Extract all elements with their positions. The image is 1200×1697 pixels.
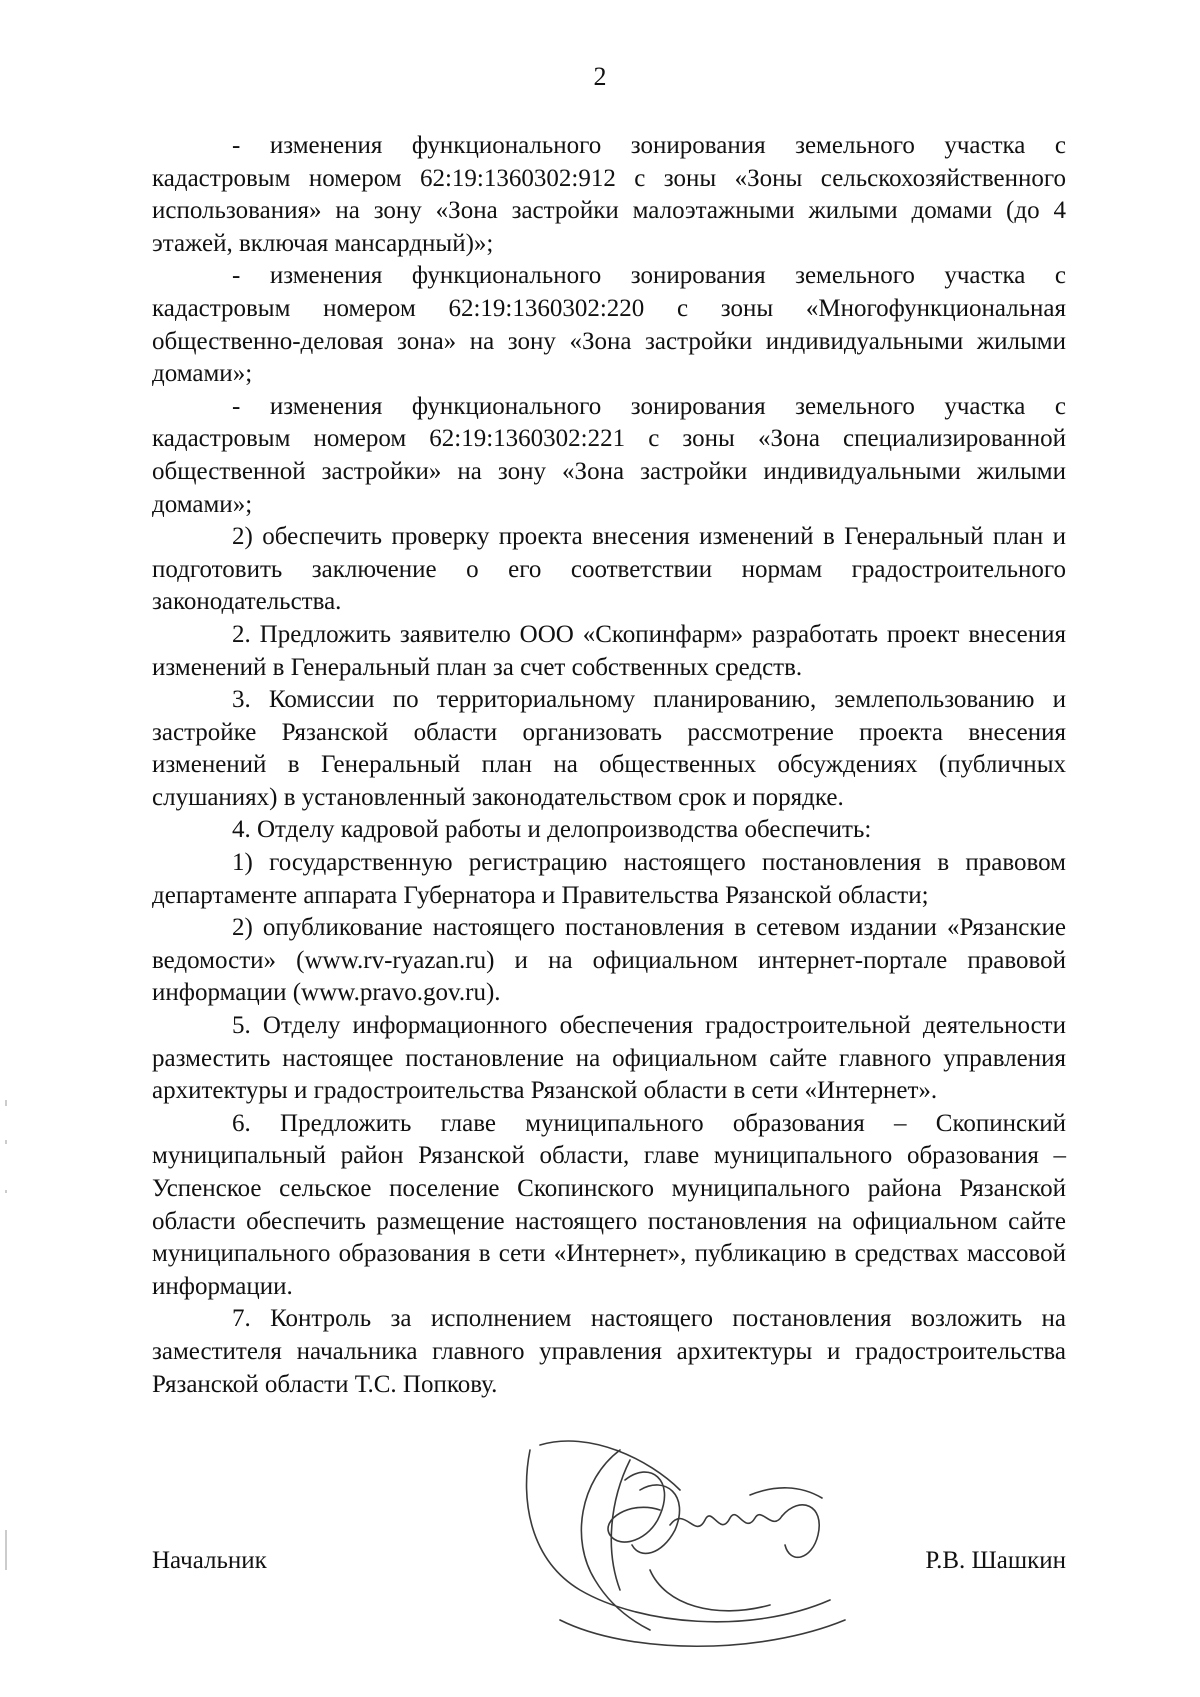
paragraph-zoning-change-221: - изменения функционального зонирования земельного участка с кадастровым номером 62:19:1360302:221 с зоны «Зона специализированной общественной застройки» на зону «Зона застройки индивидуальными жилыми домами»; [152,392,1066,518]
paragraph-item-4-registration: 1) государственную регистрацию настоящего постановления в правовом департаменте аппарата Губернатора и Правительства Рязанской области; [152,849,1066,909]
document-body [152,130,1066,1401]
margin-scan-marks [4,1100,8,1600]
paragraph-item-4: 4. Отделу кадровой работы и делопроизводства обеспечить: [232,816,872,844]
paragraph-item-5: 5. Отделу информационного обеспечения градостроительной деятельности разместить настоящее постановление на официальном сайте главного управления архитектуры и градостроительства Рязанской области в сети «Интернет». [152,1012,1066,1105]
paragraph-zoning-change-912: - изменения функционального зонирования земельного участка с кадастровым номером 62:19:1360302:912 с зоны «Зоны сельскохозяйственного использования» на зону «Зона застройки малоэтажными жилыми домами (до 4 этажей, включая мансардный)»; [152,132,1066,257]
paragraph-item-4-publication: 2) опубликование настоящего постановления в сетевом издании «Рязанские ведомости» (www.rv-ryazan.ru) и на официальном интернет-портале правовой информации (www.pravo.gov.ru). [152,914,1066,1007]
paragraph-item-6: 6. Предложить главе муниципального образования – Скопинский муниципальный район Рязанской области, главе муниципального образования – Успенское сельское поселение Скопинского муниципального района Рязанской области обеспечить размещение настоящего постановления на официальном сайте муниципального образования в сети «Интернет», публикацию в средствах массовой информации. [152,1109,1066,1300]
signature-block [152,1545,1066,1585]
paragraph-item-3: 3. Комиссии по территориальному планированию, землепользованию и застройке Рязанской области организовать рассмотрение проекта внесения изменений в Генеральный план на общественных обсуждениях (публичных слушаниях) в установленный законодательством срок и порядке. [152,686,1066,811]
paragraph-zoning-change-220: - изменения функционального зонирования земельного участка с кадастровым номером 62:19:1360302:220 с зоны «Многофункциональная общественно-деловая зона» на зону «Зона застройки индивидуальными жилыми домами»; [152,262,1066,388]
paragraph-item-7: 7. Контроль за исполнением настоящего постановления возложить на заместителя начальника главного управления архитектуры и градостроительства Рязанской области Т.С. Попкову. [152,1305,1066,1398]
page-number: 2 [593,62,607,91]
paragraph-item-2: 2. Предложить заявителю ООО «Скопинфарм» разработать проект внесения изменений в Генеральный план за счет собственных средств. [152,620,1066,681]
paragraph-project-check: 2) обеспечить проверку проекта внесения изменений в Генеральный план и подготовить заключение о его соответствии нормам градостроительного законодательства. [152,523,1066,616]
signatory-name: Р.В. Шашкин [925,1547,1066,1574]
signatory-position: Начальник [152,1547,267,1574]
